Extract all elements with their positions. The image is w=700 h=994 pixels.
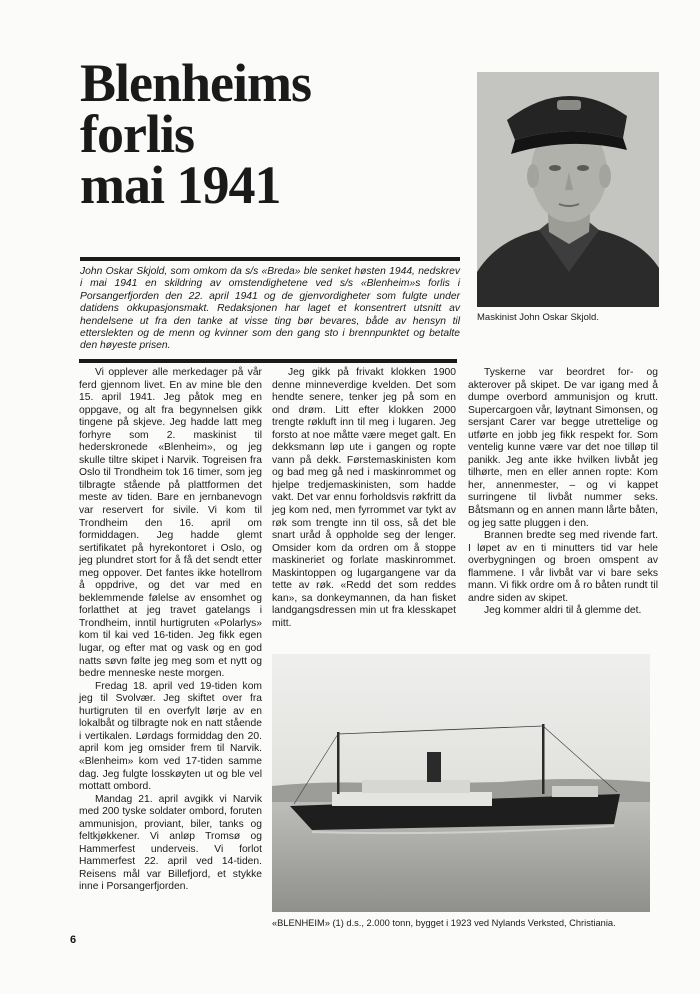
text-column-2 [272, 367, 456, 630]
title-line-2: forlis [80, 104, 194, 164]
article-title [80, 53, 460, 215]
title-rule [80, 257, 460, 261]
text-column-1 [79, 367, 262, 894]
paragraph: Fredag 18. april ved 19-tiden kom jeg til Svolvær. Jeg skiftet over fra hurtigruten til en overfylt lørje av en lokalbåt og tilbragte nok en natt stående i vertikalen. Lørdags formiddag den 20. april kom jeg omsider frem til Narvik. «Blenheim» kom ved 17-tiden samme dag. Jeg fulgte losskøyten ut og ble vel mottatt ombord. [79, 680, 262, 793]
paragraph: Jeg gikk på frivakt klokken 1900 denne minneverdige kvelden. Det som hendte senere, tenker jeg på som en ond drøm. Litt efter klokken 2000 trengte røkluft inn til meg i lugaren. Jeg forsto at noe måtte være meget galt. En dekksmann løp ute i gangen og ropte vann på dekk. Førstemaskinisten kom og bad meg gå ned i maskinrommet og hjelpe tredjemaskinisten, som hadde vakt. Det var ennu forholdsvis røkfritt da jeg kom ned, men fyrrommet var tykt av røk som trengte inn til oss, så det ble snart uråd å oppholde seg der lenger. Omsider kom da ordren om å stoppe maskineriet og forlate maskinrommet. Maskintoppen og lugargangene var da tette av røk. «Redd det som reddes kan», sa donkeymannen, da han fisket landgangsdressen min ut fra klesskapet mitt. [272, 367, 456, 629]
page-number: 6 [70, 934, 77, 946]
portrait-illustration [477, 72, 659, 307]
ship-illustration [272, 654, 650, 912]
title-line-3: mai 1941 [80, 155, 281, 215]
paragraph: Tyskerne var beordret for- og akterover på skipet. De var igang med å dumpe overbord ammunisjon og krutt. Supercargoen vår, løytnant Simonsen, og sersjant Carer var begge utrettelige og utførte en jobb jeg fikk respekt for. Som ventelig kunne være var det noe tilløp til panikk. Jeg ante ikke hvilken livbåt jeg tilhørte, men en eller annen ropte: Kom her, annenmester, – og vi kappet surringene til livbåt nummer seks. Båtsmann og en annen mann lårte båten, og jeg satte pluggen i den. [468, 367, 658, 529]
paragraph: Vi opplever alle merkedager på vår ferd gjennom livet. En av mine ble den 15. april 1941. Jeg påtok meg en oppgave, og alt fra begynnelsen gikk tingene på skjeve. Jeg hadde latt meg forhyre som 2. maskinist til hederskronede «Blenheim», og jeg skulle tiltre skipet i Narvik. Togreisen fra Oslo til Trondheim tok 16 timer, som jeg tilbragte stående på plattformen det meste av tiden. Bare en jernbanevogn var reservert for sivile. Vi kom til Trondheim den 16. april om formiddagen. Jeg hadde glemt sertifikatet på hyrekontoret i Oslo, og jeg plundret stort for å få det sendt etter meg oppover. Det fantes ikke hotellrom å oppdrive, og det var med en beklemmende følelse av ensomhet og forlatthet at jeg travet gatelangs i Trondheim, inntil hurtigruten «Polarlys» kom til kai ved 16-tiden. Jeg fikk egen lugar, og efter mat og vask og en god natts søvn følte jeg meg som et nytt og bedre menneske neste morgen. [79, 367, 262, 680]
ship-caption: «BLENHEIM» (1) d.s., 2.000 tonn, bygget i 1923 ved Nylands Verksted, Christiania. [272, 918, 616, 928]
text-column-3 [468, 367, 658, 618]
paragraph: Brannen bredte seg med rivende fart. I løpet av en ti minutters tid var hele overbygningen og broen omspent av flammene. I vår livbåt var vi bare seks mann. Vi fikk ordre om å ro båten rundt til andre siden av skipet. [468, 530, 658, 604]
paragraph: Jeg kommer aldri til å glemme det. [484, 605, 642, 617]
portrait-photo [477, 72, 659, 307]
ship-photo [272, 654, 650, 912]
portrait-caption: Maskinist John Oskar Skjold. [477, 312, 599, 323]
paragraph: Mandag 21. april avgikk vi Narvik med 200 tyske soldater ombord, foruten ammunisjon, proviant, biler, tanks og feltkjøkkener. Vi anløp Tromsø og Hammerfest underveis. Vi forlot Hammerfest 22. april ved 14-tiden. Reisens mål var Billefjord, et stykke inne i Porsangerfjorden. [79, 793, 262, 893]
section-rule [79, 359, 457, 363]
title-line-1: Blenheims [80, 53, 312, 113]
intro-text: John Oskar Skjold, som omkom da s/s «Breda» ble senket høsten 1944, nedskrev i mai 1941 en skildring av omstendighetene ved s/s «Blenheim»s forlis i Porsangerfjorden den 22. april 1941 og de gjenvordigheter som fulgte under datidens okkupasjonsmakt. Redaksjonen har laget et konsentrert utsnitt av hendelsene ut fra den tanke at visse ting bør bevares, både av hensyn til etterslekten og de menn og kvinner som den gang sto i brennpunktet og betalte den høyeste prisen. [80, 266, 460, 352]
